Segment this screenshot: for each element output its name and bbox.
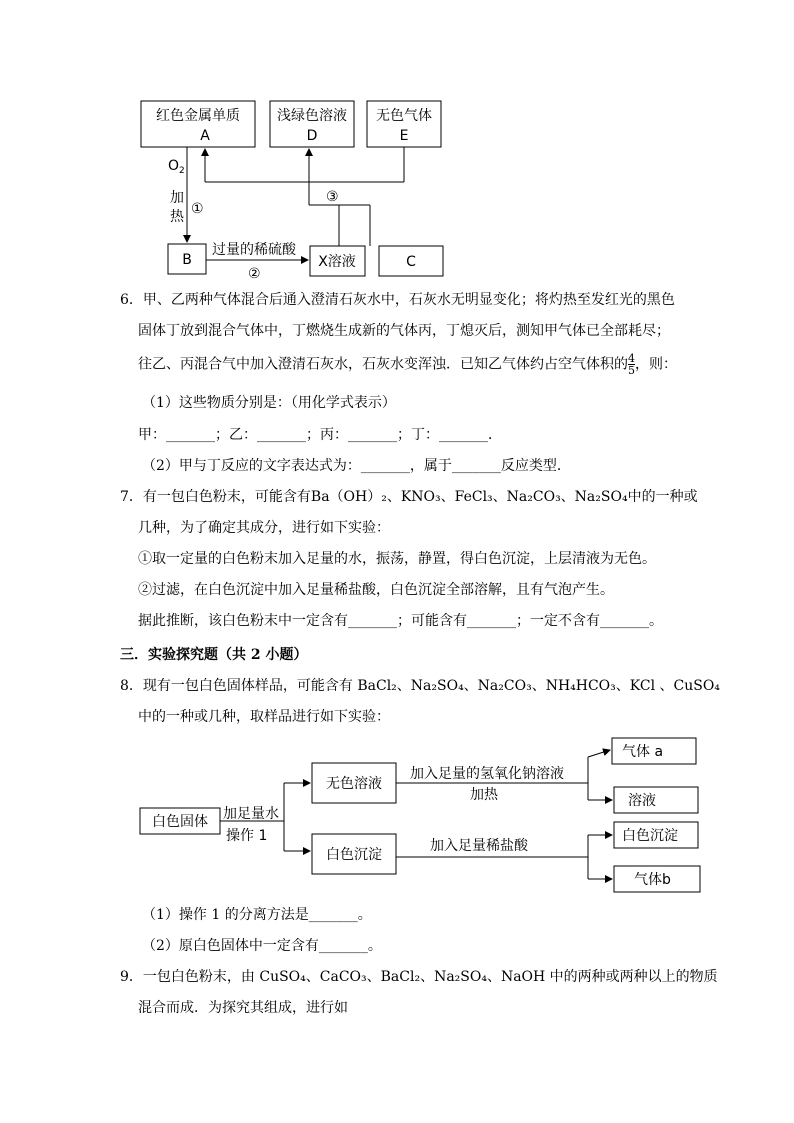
box-d-letter: D <box>306 128 318 144</box>
q6-sub2: （2）甲与丁反应的文字表达式为：_______，属于_______反应类型． <box>142 458 571 474</box>
q9-line1: 9．一包白色粉末，由 CuSO₄、CaCO₃、BaCl₂、Na₂SO₄、NaOH 中的两种或两种以上的物质 <box>120 969 718 985</box>
q6-line2: 固体丁放到混合气体中，丁燃烧生成新的气体丙，丁熄灭后，测知甲气体已全部耗尽； <box>138 323 670 339</box>
q6-line1: 6．甲、乙两种气体混合后通入澄清石灰水中，石灰水无明显变化；将灼热至发红光的黑色 <box>120 292 675 308</box>
gas-a-label: 气体 a <box>622 744 664 760</box>
experiment-flowchart <box>0 730 794 900</box>
q6-sub1: （1）这些物质分别是：（用化学式表示） <box>142 395 396 411</box>
reaction-diagram <box>0 0 794 285</box>
box-a-title: 红色金属单质 <box>156 108 240 124</box>
heat-label-2: 热 <box>170 209 184 225</box>
q8-line2: 中的一种或几种，取样品进行如下实验： <box>138 709 390 725</box>
step3-label: ③ <box>326 189 339 205</box>
arrow-bx-label: 过量的稀硫酸 <box>212 242 296 258</box>
box-c-label: C <box>406 254 416 270</box>
add-water-label: 加足量水 <box>223 806 279 822</box>
hcl-label: 加入足量稀盐酸 <box>430 838 528 854</box>
box-d-title: 浅绿色溶液 <box>277 108 347 124</box>
colorless-solution-label: 无色溶液 <box>326 776 382 792</box>
operation1-label: 操作 1 <box>226 828 268 844</box>
box-b-label: B <box>182 252 192 268</box>
q6-line3-end: ，则： <box>635 356 677 373</box>
box-a-letter: A <box>200 128 210 144</box>
q8-sub2: （2）原白色固体中一定含有_______。 <box>142 938 382 954</box>
q7-step2: ②过滤，在白色沉淀中加入足量稀盐酸，白色沉淀全部溶解，且有气泡产生。 <box>138 582 614 598</box>
fraction-four-fifths: $\frac{4}{5}$ <box>628 352 635 377</box>
white-precipitate-2-label: 白色沉淀 <box>622 828 678 844</box>
q8-line1: 8．现有一包白色固体样品，可能含有 BaCl₂、Na₂SO₄、Na₂CO₃、NH₄HCO₃、KCl 、CuSO₄ <box>120 678 720 694</box>
q7-line1: 7．有一包白色粉末，可能含有Ba（OH）₂、KNO₃、FeCl₃、Na₂CO₃、Na₂SO₄中的一种或 <box>120 489 698 505</box>
q6-line3 <box>138 353 677 376</box>
step2-label: ② <box>248 266 261 282</box>
box-x-label: X溶液 <box>318 254 356 270</box>
q7-line2: 几种，为了确定其成分，进行如下实验： <box>138 520 390 536</box>
q8-sub1: （1）操作 1 的分离方法是_______。 <box>142 907 372 923</box>
box-e-title: 无色气体 <box>376 108 432 124</box>
q9-line2: 混合而成．为探究其组成，进行如 <box>138 1000 348 1016</box>
box-solution <box>614 787 698 813</box>
white-solid-label: 白色固体 <box>152 814 208 830</box>
heat-label-1: 加 <box>170 190 184 206</box>
q7-conclusion: 据此推断，该白色粉末中一定含有_______；可能含有_______；一定不含有_______。 <box>138 613 663 629</box>
q6-line3-text: 往乙、丙混合气中加入澄清石灰水，石灰水变浑浊．已知乙气体约占空气体积的 <box>138 356 628 373</box>
heat-label: 加热 <box>470 787 498 803</box>
solution-label: 溶液 <box>628 793 656 809</box>
o2-label: $O_2$ <box>168 158 185 176</box>
gas-b-label: 气体b <box>634 872 671 888</box>
white-precipitate-label: 白色沉淀 <box>326 847 382 863</box>
section3-title: 三．实验探究题（共 2 小题） <box>120 647 308 663</box>
box-e-letter: E <box>399 128 409 144</box>
q7-step1: ①取一定量的白色粉末加入足量的水，振荡，静置，得白色沉淀，上层清液为无色。 <box>138 551 656 567</box>
step1-label: ① <box>191 201 204 217</box>
q6-blanks: 甲：_______；乙：_______；丙：_______；丁：_______． <box>138 427 502 443</box>
naoh-label: 加入足量的氢氧化钠溶液 <box>410 766 564 782</box>
